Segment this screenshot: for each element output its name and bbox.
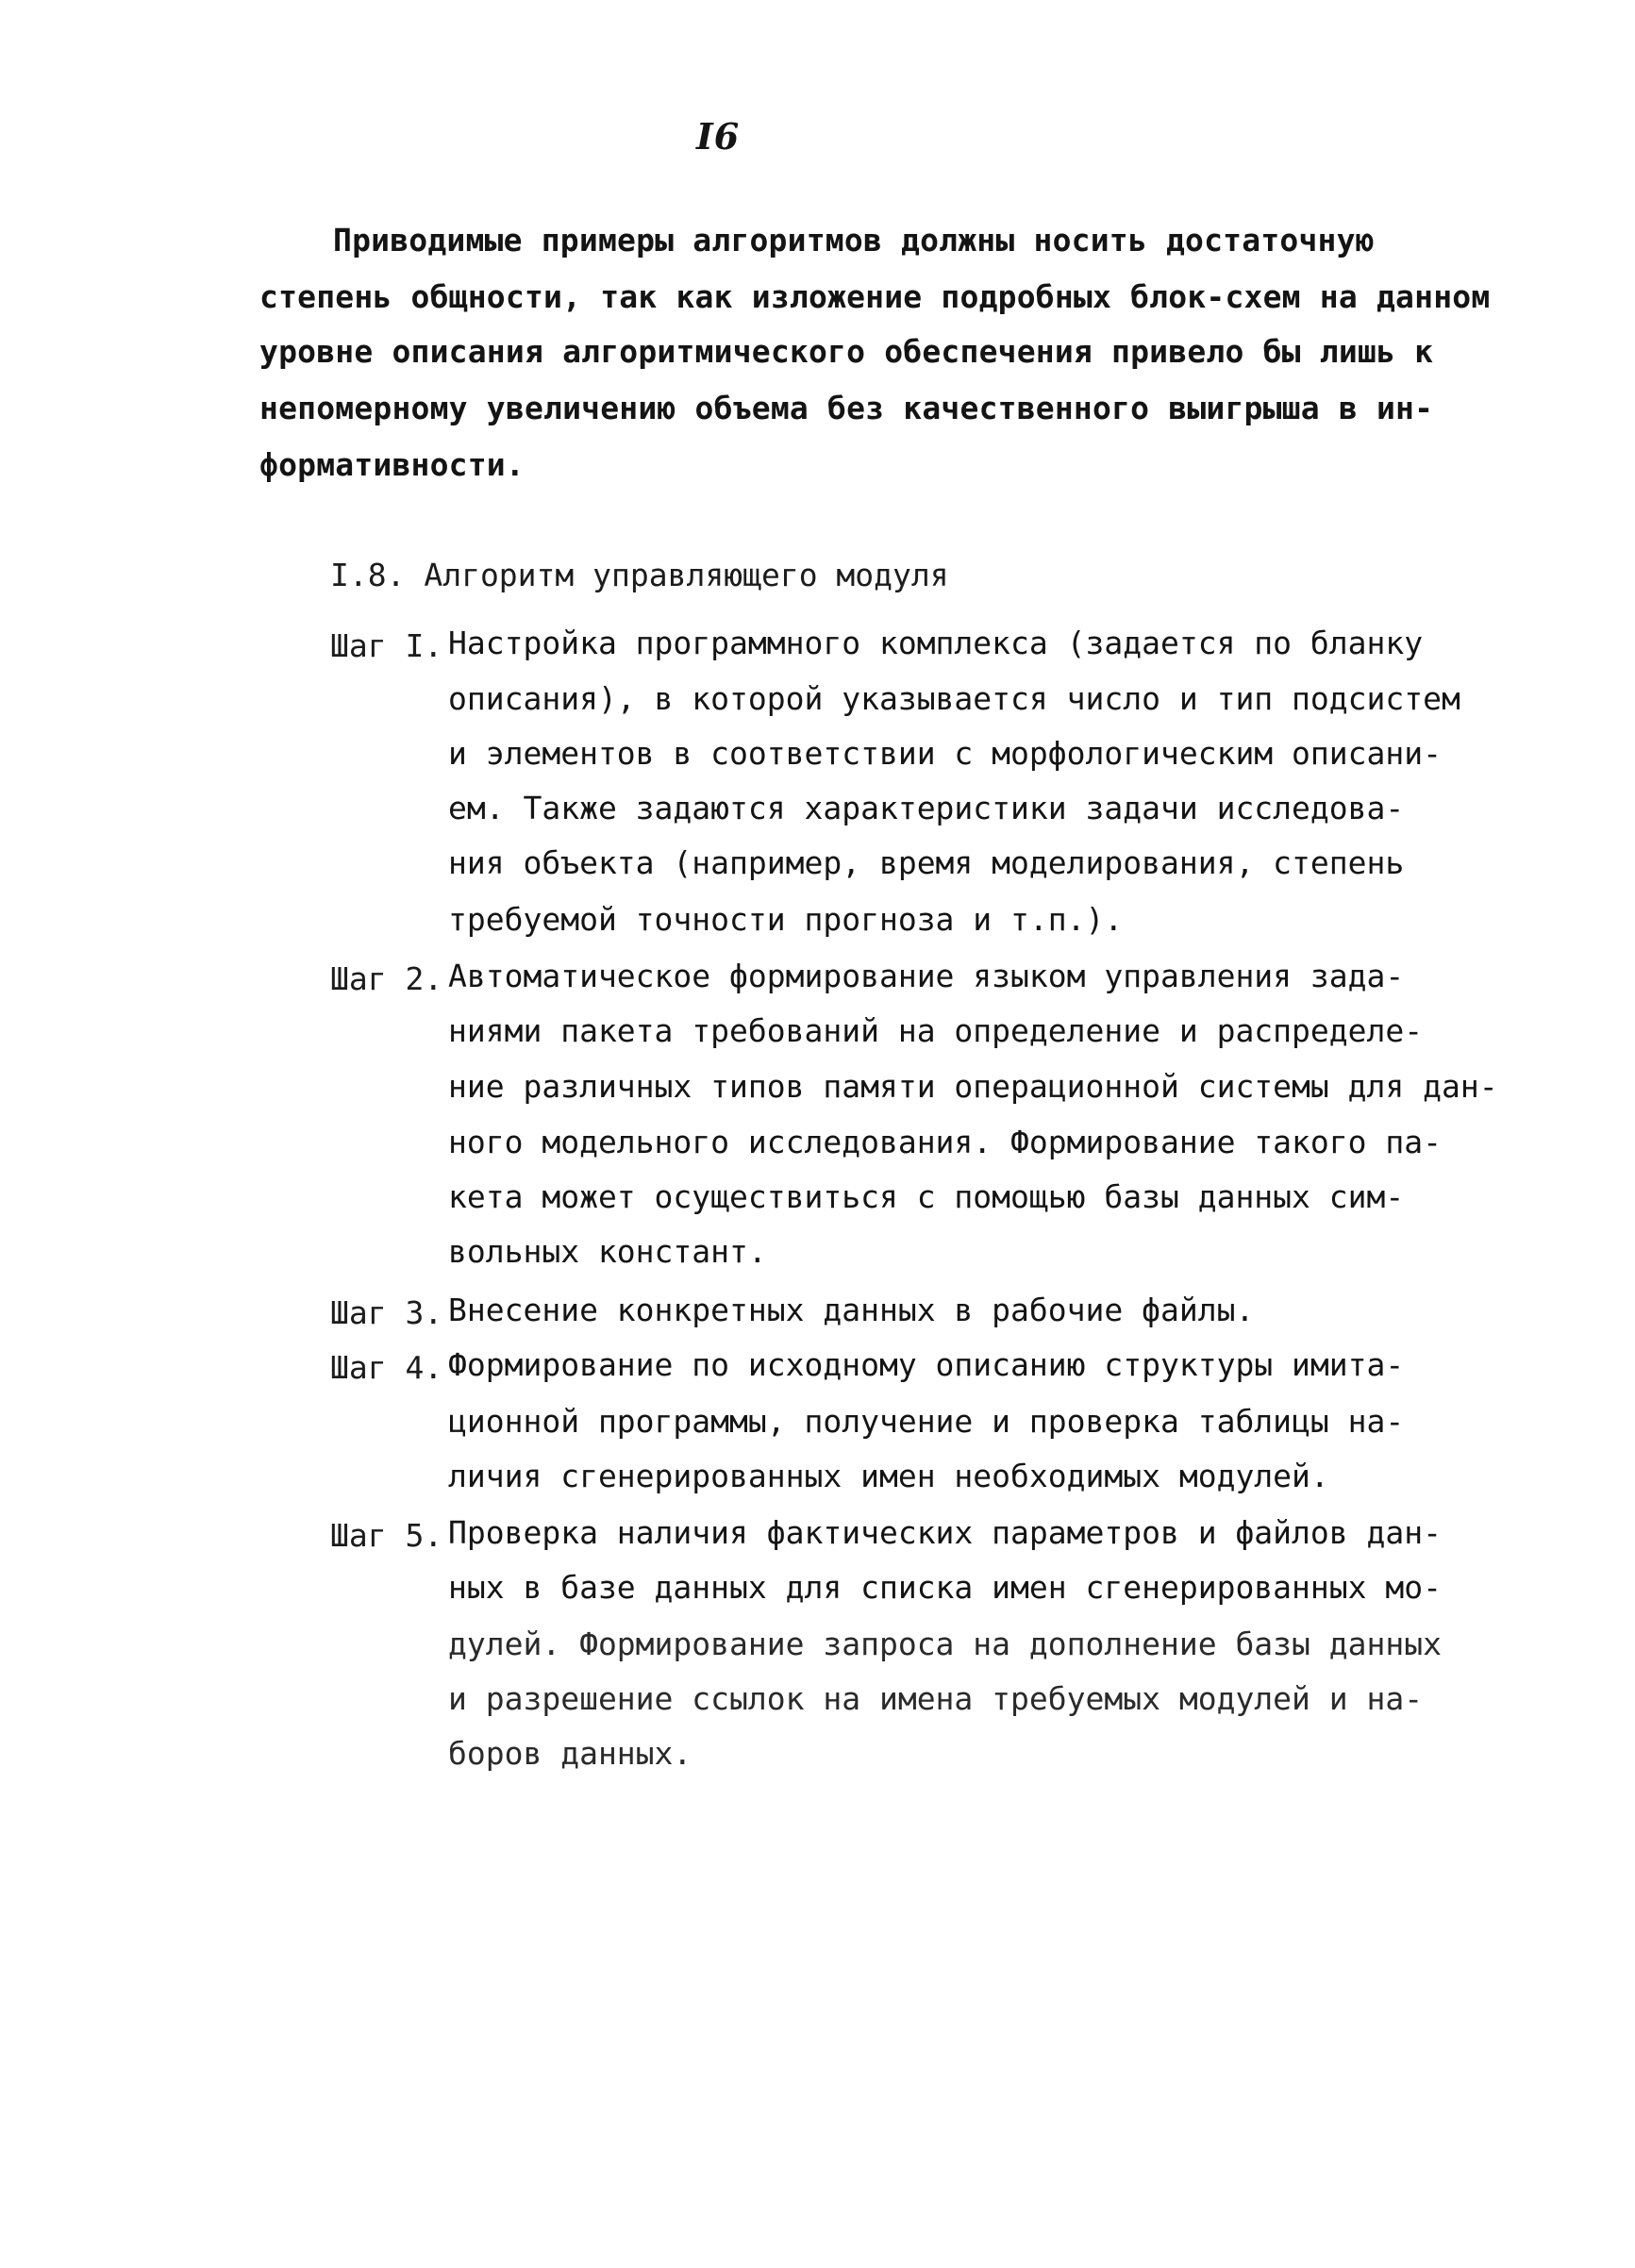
step-label: Шаг 3. [330, 1294, 443, 1331]
step-line: Формирование по исходному описанию структуры имита- [448, 1346, 1405, 1383]
step-line: ниями пакета требований на определение и распределе- [448, 1012, 1424, 1049]
step-line: вольных констант. [448, 1233, 767, 1270]
step-line: и разрешение ссылок на имена требуемых модулей и на- [448, 1680, 1424, 1717]
intro-line: степень общности, так как изложение подробных блок-схем на данном [259, 278, 1491, 315]
step-line: дулей. Формирование запроса на дополнение базы данных [448, 1626, 1442, 1662]
step-label: Шаг 5. [330, 1517, 443, 1554]
step-line: боров данных. [448, 1735, 692, 1772]
step-label: Шаг 4. [330, 1349, 443, 1386]
step-line: Настройка программного комплекса (задается по бланку [448, 625, 1424, 661]
section-heading: I.8. Алгоритм управляющего модуля [330, 557, 949, 593]
step-line: ного модельного исследования. Формирование такого па- [448, 1124, 1442, 1160]
step-line: ния объекта (например, время моделирования, степень [448, 844, 1405, 881]
step-label: Шаг I. [330, 627, 443, 664]
step-line: Внесение конкретных данных в рабочие файлы. [448, 1292, 1255, 1328]
step-label: Шаг 2. [330, 960, 443, 997]
step-line: ние различных типов памяти операционной системы для дан- [448, 1068, 1498, 1105]
intro-line: формативности. [259, 446, 525, 483]
page-number: I6 [696, 115, 741, 158]
step-line: ных в базе данных для списка имен сгенерированных мо- [448, 1569, 1442, 1606]
step-line: Автоматическое формирование языком управления зада- [448, 958, 1405, 994]
step-line: личия сгенерированных имен необходимых модулей. [448, 1458, 1329, 1494]
step-line: описания), в которой указывается число и тип подсистем [448, 680, 1460, 717]
intro-line: непомерному увеличению объема без качественного выигрыша в ин- [259, 390, 1434, 426]
intro-line: Приводимые примеры алгоритмов должны носить достаточную [333, 222, 1375, 258]
step-line: Проверка наличия фактических параметров и файлов дан- [448, 1514, 1442, 1551]
step-line: кета может осуществиться с помощью базы данных сим- [448, 1178, 1405, 1215]
step-line: требуемой точности прогноза и т.п.). [448, 901, 1124, 938]
step-line: и элементов в соответствии с морфологическим описани- [448, 735, 1442, 772]
step-line: ционной программы, получение и проверка таблицы на- [448, 1403, 1405, 1440]
intro-line: уровне описания алгоритмического обеспечения привело бы лишь к [259, 333, 1434, 370]
step-line: ем. Также задаются характеристики задачи исследова- [448, 790, 1405, 826]
